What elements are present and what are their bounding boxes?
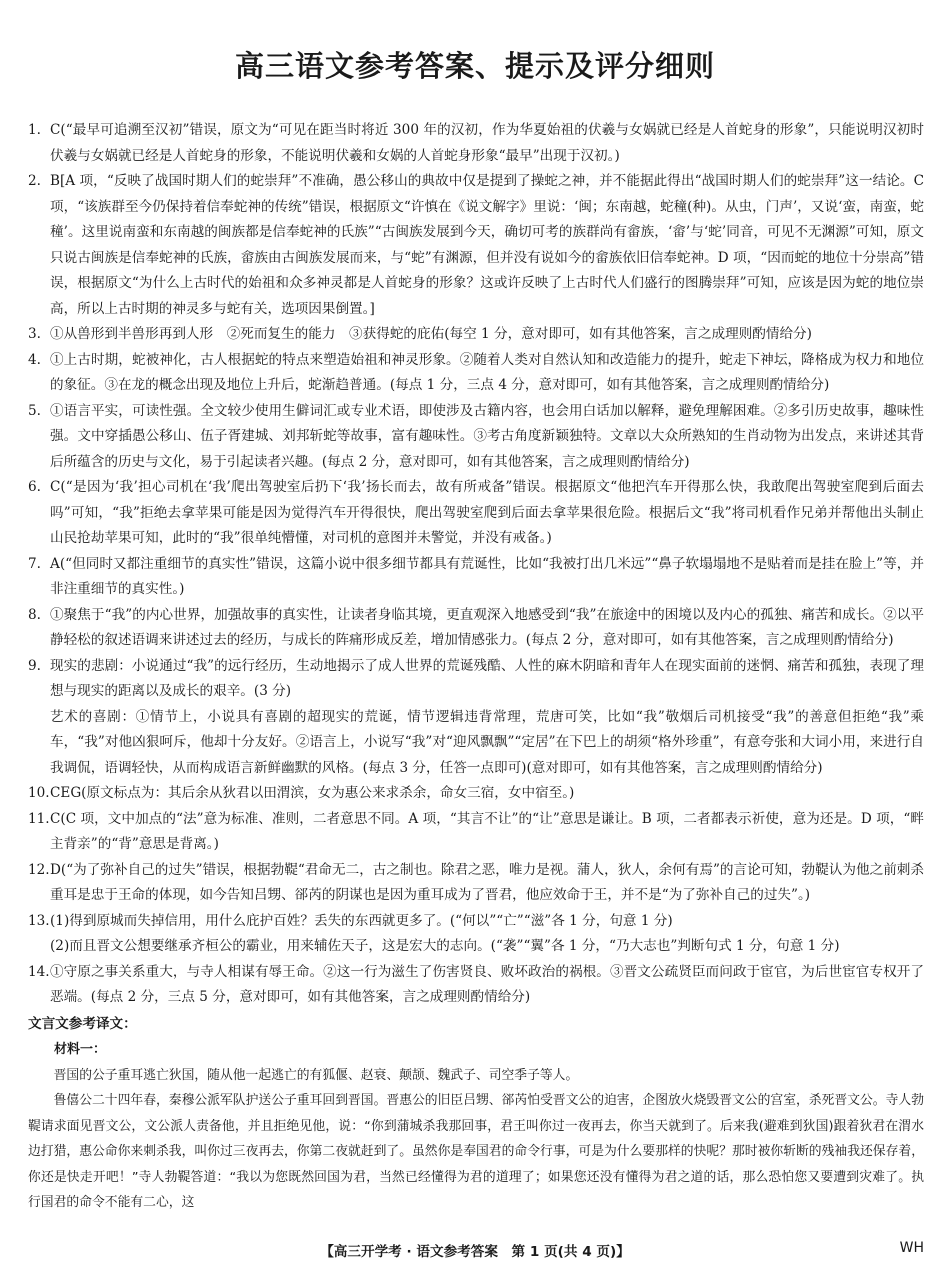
answer-item [28,603,924,654]
answer-item [28,552,924,603]
answer-text: D(“为了弥补自己的过失”错误，根据勃鞮“君命无二，古之制也。除君之恶，唯力是视。蒲人，狄人，余何有焉”的言论可知，勃鞮认为他之前刺杀重耳是忠于王命的体现，如今告知吕甥、郤芮的阴谋也是因为重耳成为了晋君，他应效命于王，并不是“为了弥补自己的过失”。) [50,861,924,903]
answer-number: 7. [28,555,41,572]
answer-text: ①守原之事关系重大，与寺人相谋有辱王命。②这一行为滋生了伤害贤良、败坏政治的祸根。③晋文公疏贤臣而问政于宦官，为后世宦官专权开了恶端。(每点 2 分，三点 5 分，意对即可，如有其他答案，言之成理则酌情给分) [50,963,924,1005]
answer-number: 10. [28,785,50,801]
answer-item [28,807,924,858]
answer-number: 14. [28,963,50,980]
answer-item [28,781,924,807]
answer-item [28,322,924,348]
answer-item [28,399,924,476]
answer-text: C(“是因为‘我’担心司机在‘我’爬出驾驶室后扔下‘我’扬长而去，故有所戒备”错误。根据原文“他把汽车开得那么快，我敢爬出驾驶室爬到后面去吗”可知，“我”拒绝去拿苹果可能是因为觉得汽车开得很快，爬出驾驶室爬到后面去拿苹果很危险。根据后文“我”将司机看作兄弟并帮他出头制止山民抢劫苹果可知，此时的“我”很单纯懵懂，对司机的意图并未警觉，并没有戒备。) [50,479,924,546]
answer-number: 2. [28,173,41,189]
material-label: 材料一： [54,1042,107,1057]
answer-number: 6. [28,479,41,495]
answer-content [28,118,924,1216]
answer-number: 12. [28,861,50,878]
answer-text: C(“最早可追溯至汉初”错误，原文为“可见在距当时将近 300 年的汉初，作为华夏始祖的伏羲与女娲就已经是人首蛇身的形象”，只能说明汉初时伏羲与女娲就已经是人首蛇身的形象，不能说明伏羲和女娲的人首蛇身形象“最早”出现于汉初。) [50,122,924,164]
page-footer: 【高三开学考 · 语文参考答案 第 1 页(共 4 页)】 [320,1244,630,1260]
answer-item [28,475,924,552]
answer-text: ①上古时期，蛇被神化，古人根据蛇的特点来塑造始祖和神灵形象。②随着人类对自然认知和改造能力的提升，蛇走下神坛，降格成为权力和地位的象征。③在龙的概念出现及地位上升后，蛇渐趋普通。(每点 1 分，三点 4 分，意对即可，如有其他答案，言之成理则酌情给分) [50,351,924,393]
answer-text: B[A 项，“反映了战国时期人们的蛇崇拜”不准确，愚公移山的典故中仅是提到了操蛇之神，并不能据此得出“战国时期人们的蛇崇拜”这一结论。C 项，“该族群至今仍保持着信奉蛇神的传统”错误，根据原文“许慎在《说文解字》里说：‘闽；东南越，蛇穜(种)。从虫，门声’，又说‘蛮，南蛮，蛇穜’。这里说南蛮和东南越的闽族都是信奉蛇神的氏族”“古闽族发展到今天，确切可考的族群尚有畲族，‘畲’与‘蛇’同音，可见不无渊源”可知，原文只说古闽族是信奉蛇神的氏族，畲族由古闽族发展而来，与“蛇”有渊源，但并没有说如今的畲族依旧信奉蛇神。D 项，“因而蛇的地位十分崇高”错误，根据原文“为什么上古时代的始祖和众多神灵都是人首蛇身的形象？这或许反映了上古时代人们盛行的图腾崇拜”可知，应该是因为蛇的地位崇高，所以上古时期的神灵多与蛇有关，选项因果倒置。] [50,173,924,317]
translation-body [28,1063,924,1216]
translation-paragraph: 晋国的公子重耳逃亡狄国，随从他一起逃亡的有狐偃、赵衰、颠颉、魏武子、司空季子等人。 [53,1067,579,1083]
answer-continuation: (2)而且晋文公想要继承齐桓公的霸业，用来辅佐天子，这是宏大的志向。(“袭”“翼”各 1 分，“乃大志也”判断句式 1 分，句意 1 分) [50,938,840,954]
answer-item [28,348,924,399]
answer-item [28,858,924,909]
answer-number: 13. [28,912,50,929]
translation-heading: 文言文参考译文： [28,1015,137,1032]
answer-number: 1. [28,122,41,138]
answer-item [28,118,924,169]
answer-number: 3. [28,326,41,342]
answer-list [28,118,924,1011]
page-title: 高三语文参考答案、提示及评分细则 [234,49,715,83]
answer-text: C(C 项，文中加点的“法”意为标准、准则，二者意思不同。A 项，“其言不让”的“让”意思是谦让。B 项，二者都表示祈使，意为还是。D 项，“畔主背亲”的“背”意思是背离。) [50,810,924,852]
footer-code: WH [899,1240,924,1256]
answer-number: 8. [28,606,41,623]
answer-text: (1)得到原城而失掉信用，用什么庇护百姓？丢失的东西就更多了。(“何以”“亡”“滋”各 1 分，句意 1 分) [50,912,673,929]
answer-text: CEG(原文标点为：其后余从狄君以田渭滨，女为惠公来求杀余，命女三宿，女中宿至。) [50,785,575,801]
answer-text: A(“但同时又都注重细节的真实性”错误，这篇小说中很多细节都具有荒诞性，比如“我被打出几米远”“鼻子软塌塌地不是贴着而是挂在脸上”等，并非注重细节的真实性。) [50,555,924,597]
answer-text: ①语言平实，可读性强。全文较少使用生僻词汇或专业术语，即使涉及古籍内容，也会用白话加以解释，避免理解困难。②多引历史故事，趣味性强。文中穿插愚公移山、伍子胥建城、刘邦斩蛇等故事，富有趣味性。③考古角度新颖独特。文章以大众所熟知的生肖动物为出发点，来讲述其背后所蕴含的历史与文化，易于引起读者兴趣。(每点 2 分，意对即可，如有其他答案，言之成理则酌情给分) [50,402,924,470]
answer-number: 9. [28,657,41,674]
answer-item [28,654,924,705]
answer-number: 11. [28,810,50,827]
answer-text: ①从兽形到半兽形再到人形 ②死而复生的能力 ③获得蛇的庇佑(每空 1 分，意对即可，如有其他答案，言之成理则酌情给分) [50,326,812,342]
answer-item [28,909,924,935]
answer-text: 现实的悲剧：小说通过“我”的远行经历，生动地揭示了成人世界的荒诞残酷、人性的麻木阴暗和青年人在现实面前的迷惘、痛苦和孤独，表现了理想与现实的距离以及成长的艰辛。(3 分) [50,657,924,699]
translation-paragraph: 鲁僖公二十四年春，秦穆公派军队护送公子重耳回到晋国。晋惠公的旧臣吕甥、郤芮怕受晋文公的迫害，企图放火烧毁晋文公的宫室，杀死晋文公。寺人勃鞮请求面见晋文公，文公派人责备他，并且拒绝见他，说：“你到蒲城杀我那回事，君王叫你过一夜再去，你当天就到了。后来我(避难到狄国)跟着狄君在渭水边打猎，惠公命你来刺杀我，叫你过三夜再去，你第二夜就赶到了。虽然你是奉国君的命令行事，可是为什么要那样的快呢？那时被你斩断的残袖我还保存着，你还是快走开吧！”寺人勃鞮答道：“我以为您既然回国为君，当然已经懂得为君的道理了；如果您还没有懂得为君之道的话，那么恐怕您又要遭到灾难了。执行国君的命令不能有二心，这 [28,1093,924,1210]
answer-number: 5. [28,402,41,419]
answer-item [28,960,924,1011]
answer-text: ①聚焦于“我”的内心世界，加强故事的真实性，让读者身临其境，更直观深入地感受到“我”在旅途中的困境以及内心的孤独、痛苦和成长。②以平静轻松的叙述语调来讲述过去的经历，与成长的阵痛形成反差，增加情感张力。(每点 2 分，意对即可，如有其他答案，言之成理则酌情给分) [50,606,924,648]
answer-item [28,169,924,322]
answer-continuation: 艺术的喜剧：①情节上，小说具有喜剧的超现实的荒诞，情节逻辑违背常理，荒唐可笑，比如“我”敬烟后司机接受“我”的善意但拒绝“我”乘车，“我”对他凶狠呵斥，他却十分友好。②语言上，小说写“我”对“迎风飘飘”“定居”在下巴上的胡须“格外珍重”，有意夸张和大词小用，来进行自我调侃，语调轻快，从而构成语言新鲜幽默的风格。(每点 3 分，任答一点即可)(意对即可，如有其他答案，言之成理则酌情给分) [50,708,924,776]
answer-number: 4. [28,351,41,368]
